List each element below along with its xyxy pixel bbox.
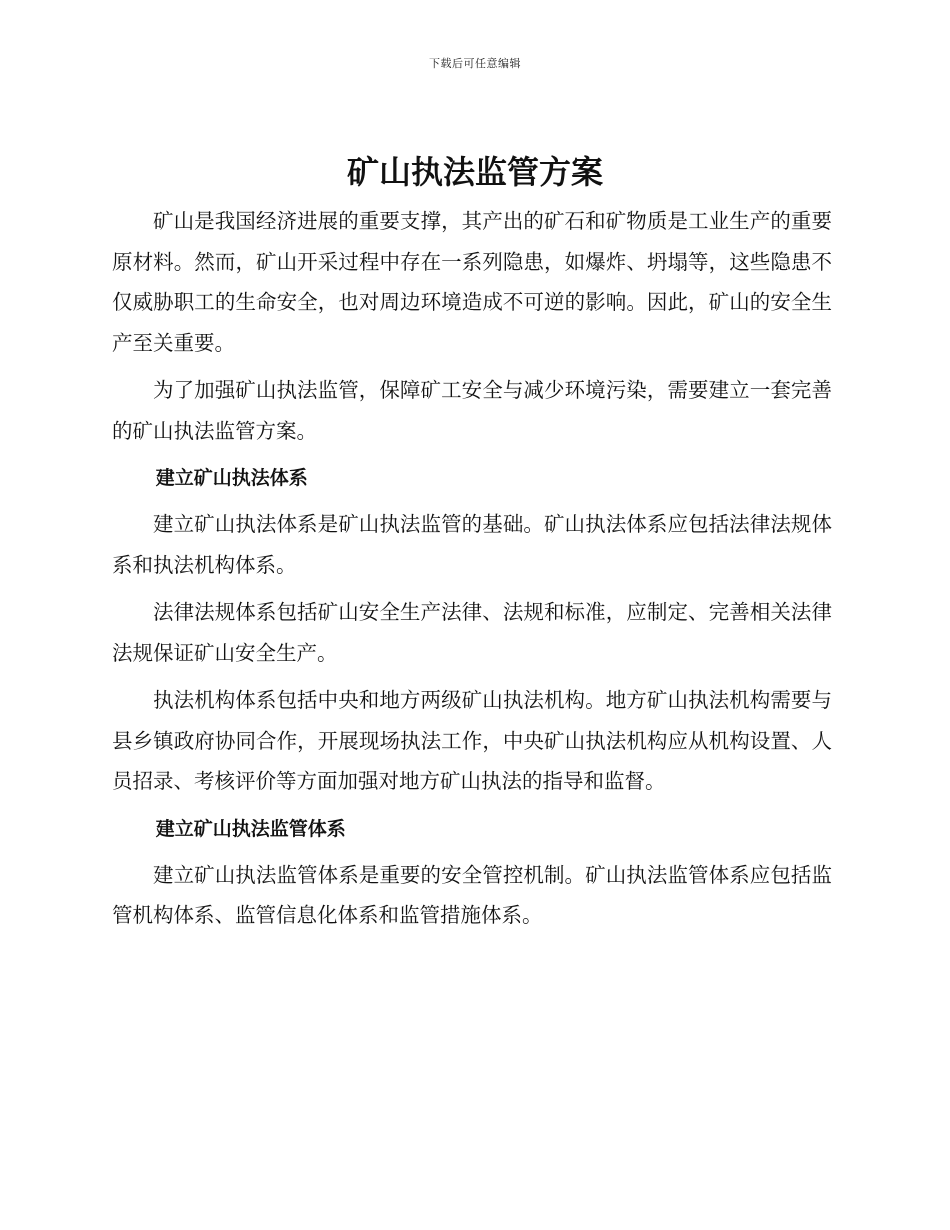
paragraph-supervision-system: 建立矿山执法监管体系是重要的安全管控机制。矿山执法监管体系应包括监管机构体系、监管信息化体系和监管措施体系。 (112, 862, 832, 927)
paragraph-legal-system: 法律法规体系包括矿山安全生产法律、法规和标准，应制定、完善相关法律法规保证矿山安全生产。 (112, 600, 832, 665)
header-note: 下载后可任意编辑 (429, 57, 521, 70)
section-heading-enforcement-system: 建立矿山执法体系 (155, 467, 308, 489)
paragraph-intro: 矿山是我国经济进展的重要支撑，其产出的矿石和矿物质是工业生产的重要原材料。然而，矿山开采过程中存在一系列隐患，如爆炸、坍塌等，这些隐患不仅威胁职工的生命安全，也对周边环境造成不可逆的影响。因此，矿山的安全生产至关重要。 (112, 209, 832, 355)
paragraph-agency-system: 执法机构体系包括中央和地方两级矿山执法机构。地方矿山执法机构需要与县乡镇政府协同合作，开展现场执法工作，中央矿山执法机构应从机构设置、人员招录、考核评价等方面加强对地方矿山执法的指导和监督。 (112, 688, 832, 793)
paragraph-purpose: 为了加强矿山执法监管，保障矿工安全与减少环境污染，需要建立一套完善的矿山执法监管方案。 (112, 378, 832, 443)
document-title: 矿山执法监管方案 (346, 153, 603, 191)
section-heading-supervision-system: 建立矿山执法监管体系 (155, 817, 346, 840)
document-body (112, 201, 832, 943)
paragraph-enforcement-system: 建立矿山执法体系是矿山执法监管的基础。矿山执法体系应包括法律法规体系和执法机构体系。 (112, 512, 832, 577)
